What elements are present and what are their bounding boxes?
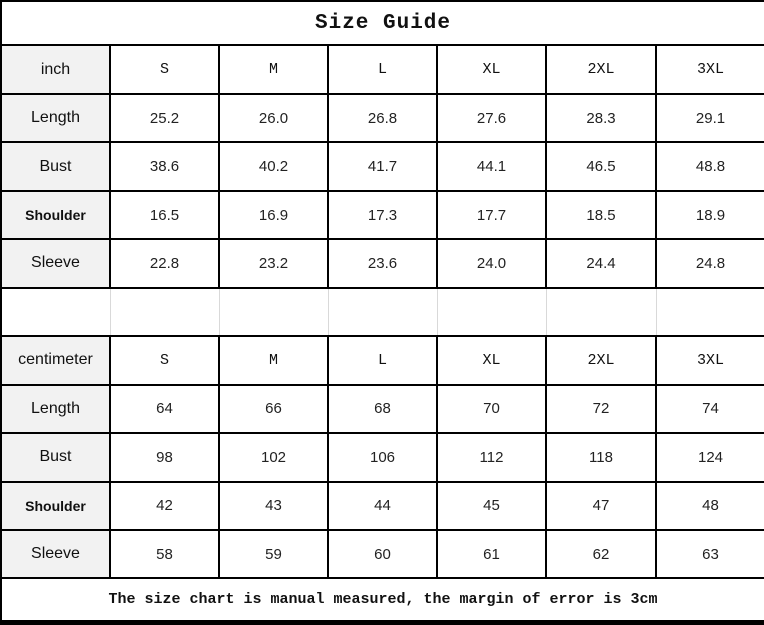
separator-cell: [437, 288, 546, 336]
value-cell: 18.5: [546, 191, 656, 239]
row-label-shoulder: Shoulder: [1, 191, 110, 239]
value-cell: 72: [546, 385, 656, 433]
unit-cell-inch: inch: [1, 45, 110, 93]
value-cell: 24.8: [656, 239, 764, 287]
value-cell: 42: [110, 482, 219, 530]
unit-cell-centimeter: centimeter: [1, 336, 110, 384]
value-cell: 61: [437, 530, 546, 578]
size-header-3xl: 3XL: [656, 336, 764, 384]
value-cell: 25.2: [110, 94, 219, 142]
size-header-m: M: [219, 45, 328, 93]
value-cell: 40.2: [219, 142, 328, 190]
footer-row: [1, 578, 764, 622]
value-cell: 68: [328, 385, 437, 433]
value-cell: 66: [219, 385, 328, 433]
value-cell: 45: [437, 482, 546, 530]
row-label-sleeve: Sleeve: [1, 530, 110, 578]
value-cell: 58: [110, 530, 219, 578]
value-cell: 18.9: [656, 191, 764, 239]
size-header-xl: XL: [437, 336, 546, 384]
value-cell: 98: [110, 433, 219, 481]
value-cell: 29.1: [656, 94, 764, 142]
value-cell: 44: [328, 482, 437, 530]
separator-cell: [656, 288, 764, 336]
separator-cell: [1, 288, 110, 336]
size-header-3xl: 3XL: [656, 45, 764, 93]
size-header-m: M: [219, 336, 328, 384]
table-row: [1, 433, 764, 481]
centimeter-header-row: [1, 336, 764, 384]
value-cell: 43: [219, 482, 328, 530]
table-row: [1, 530, 764, 578]
value-cell: 106: [328, 433, 437, 481]
row-label-length: Length: [1, 385, 110, 433]
value-cell: 23.6: [328, 239, 437, 287]
separator-row: [1, 288, 764, 336]
row-label-shoulder: Shoulder: [1, 482, 110, 530]
value-cell: 46.5: [546, 142, 656, 190]
value-cell: 48.8: [656, 142, 764, 190]
title-row: [1, 1, 764, 45]
value-cell: 60: [328, 530, 437, 578]
value-cell: 74: [656, 385, 764, 433]
size-header-2xl: 2XL: [546, 336, 656, 384]
table-row: [1, 239, 764, 287]
separator-cell: [219, 288, 328, 336]
row-label-sleeve: Sleeve: [1, 239, 110, 287]
value-cell: 62: [546, 530, 656, 578]
value-cell: 41.7: [328, 142, 437, 190]
value-cell: 63: [656, 530, 764, 578]
table-row: [1, 385, 764, 433]
value-cell: 64: [110, 385, 219, 433]
value-cell: 47: [546, 482, 656, 530]
value-cell: 24.0: [437, 239, 546, 287]
footer-note: The size chart is manual measured, the margin of error is 3cm: [1, 578, 764, 622]
value-cell: 16.9: [219, 191, 328, 239]
value-cell: 28.3: [546, 94, 656, 142]
value-cell: 23.2: [219, 239, 328, 287]
size-header-s: S: [110, 45, 219, 93]
table-row: [1, 482, 764, 530]
size-header-l: L: [328, 45, 437, 93]
row-label-bust: Bust: [1, 433, 110, 481]
value-cell: 24.4: [546, 239, 656, 287]
inch-header-row: [1, 45, 764, 93]
value-cell: 17.7: [437, 191, 546, 239]
separator-cell: [110, 288, 219, 336]
value-cell: 27.6: [437, 94, 546, 142]
separator-cell: [328, 288, 437, 336]
size-header-2xl: 2XL: [546, 45, 656, 93]
value-cell: 26.8: [328, 94, 437, 142]
row-label-length: Length: [1, 94, 110, 142]
value-cell: 22.8: [110, 239, 219, 287]
value-cell: 38.6: [110, 142, 219, 190]
separator-cell: [546, 288, 656, 336]
value-cell: 44.1: [437, 142, 546, 190]
value-cell: 70: [437, 385, 546, 433]
value-cell: 17.3: [328, 191, 437, 239]
size-header-s: S: [110, 336, 219, 384]
value-cell: 16.5: [110, 191, 219, 239]
value-cell: 48: [656, 482, 764, 530]
table-row: [1, 142, 764, 190]
value-cell: 118: [546, 433, 656, 481]
value-cell: 102: [219, 433, 328, 481]
size-header-l: L: [328, 336, 437, 384]
page-title: Size Guide: [1, 1, 764, 45]
table-row: [1, 191, 764, 239]
row-label-bust: Bust: [1, 142, 110, 190]
value-cell: 112: [437, 433, 546, 481]
value-cell: 124: [656, 433, 764, 481]
table-row: [1, 94, 764, 142]
value-cell: 59: [219, 530, 328, 578]
value-cell: 26.0: [219, 94, 328, 142]
size-header-xl: XL: [437, 45, 546, 93]
